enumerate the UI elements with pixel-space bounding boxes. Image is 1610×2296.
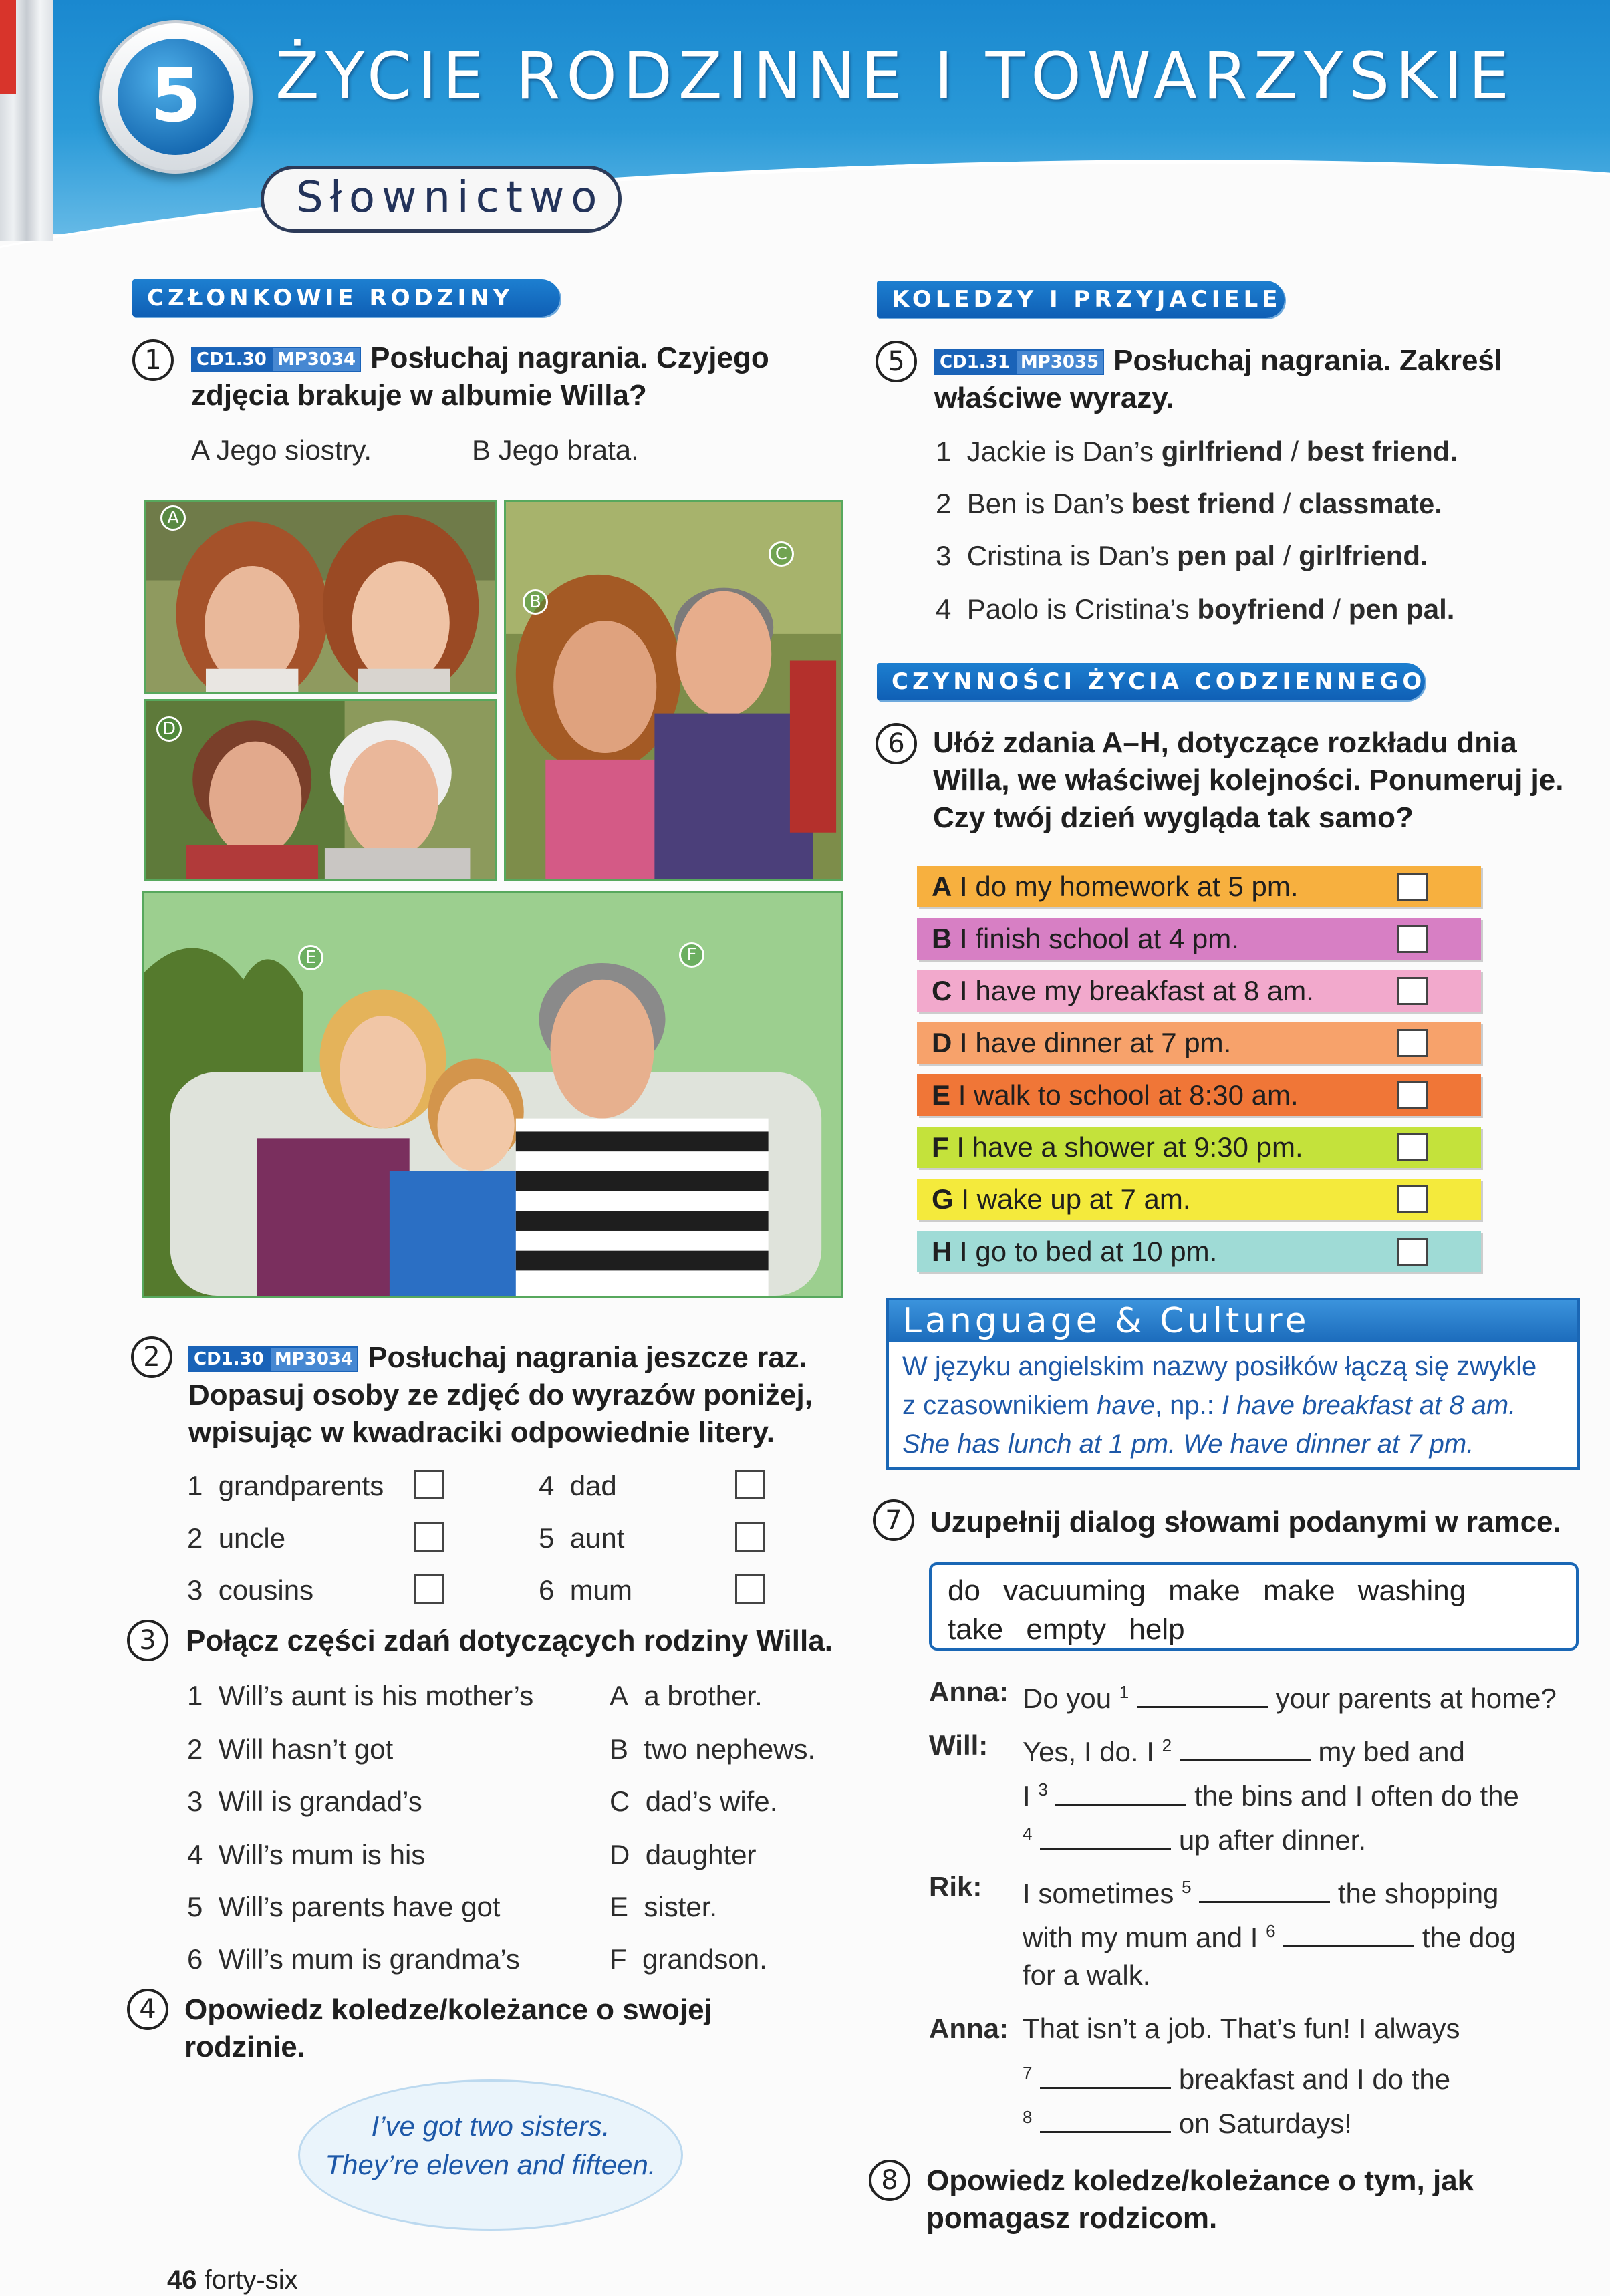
sentence-start: 2 Will hasn’t got [187, 1733, 394, 1765]
dialog-line: I $^3$ the bins and I often do the [1023, 1779, 1519, 1812]
mp3-track-label: MP3034 [272, 347, 361, 372]
photo-a [144, 500, 497, 694]
exercise-number: 3 [127, 1620, 168, 1661]
dialog-line: $^4$ up after dinner. [1023, 1824, 1367, 1856]
dialog-line: $^7$ breakfast and I do the [1023, 2063, 1451, 2095]
order-box[interactable] [1397, 873, 1428, 901]
order-box[interactable] [1397, 1185, 1428, 1213]
sentence-end: B two nephews. [610, 1733, 816, 1765]
match-item: 5 aunt [539, 1522, 625, 1554]
exercise-6-instruction: Ułóż zdania A–H, dotyczące rozkładu dnia Willa, we właściwej kolejności. Ponumeruj je. Czy twój dzień wygląda tak samo? [933, 726, 1564, 834]
exercise-8-instruction: Opowiedz koledze/koleżance o tym, jak pomagasz rodzicom. [926, 2164, 1474, 2235]
order-box[interactable] [1397, 1029, 1428, 1057]
exercise-4-instruction: Opowiedz koledze/koleżance o swojej rodzinie. [184, 1993, 712, 2063]
photo-tag: E [298, 945, 323, 970]
order-box[interactable] [1397, 1238, 1428, 1266]
language-culture-box [886, 1298, 1580, 1470]
exercise-2-instruction [188, 1339, 857, 1451]
answer-box[interactable] [735, 1470, 765, 1499]
schedule-row [917, 1074, 1481, 1116]
photo-tag: F [679, 942, 704, 968]
bubble-line: They’re eleven and fifteen. [325, 2149, 656, 2180]
blank-4[interactable] [1040, 1823, 1171, 1850]
row-text: I have dinner at 7 pm. [960, 1027, 1232, 1058]
page-number: 46 [167, 2265, 197, 2295]
order-box[interactable] [1397, 925, 1428, 953]
row-text: I finish school at 4 pm. [960, 923, 1239, 954]
option[interactable]: best friend [1131, 488, 1276, 519]
dialog-line: $^8$ on Saturdays! [1023, 2107, 1352, 2139]
match-item: 1 grandparents [187, 1470, 384, 1501]
blank-8[interactable] [1040, 2106, 1171, 2133]
dialog-line: Do you $^1$ your parents at home? [1023, 1682, 1557, 1714]
row-letter: C [932, 975, 952, 1006]
row-letter: B [932, 923, 952, 954]
order-box[interactable] [1397, 1133, 1428, 1161]
blank-1[interactable] [1137, 1681, 1268, 1708]
sentence-start: 3 Will is grandad’s [187, 1785, 422, 1817]
photo-tag: A [160, 505, 186, 531]
blank-5[interactable] [1199, 1876, 1330, 1903]
row-text: I do my homework at 5 pm. [960, 871, 1299, 902]
answer-box[interactable] [414, 1522, 444, 1552]
mp3-track-label: MP3034 [269, 1346, 358, 1372]
row-text: I have my breakfast at 8 am. [960, 975, 1314, 1006]
row-text: I wake up at 7 am. [961, 1183, 1191, 1215]
match-item: 3 cousins [187, 1574, 314, 1606]
schedule-row [917, 1127, 1481, 1168]
photo-tag: D [156, 716, 182, 742]
answer-box[interactable] [414, 1470, 444, 1499]
option-b: B Jego brata. [472, 434, 639, 466]
schedule-row [917, 918, 1481, 960]
choice-item: 2 Ben is Dan’s best friend / classmate. [936, 488, 1442, 519]
match-item: 4 dad [539, 1470, 617, 1501]
option[interactable]: girlfriend. [1299, 540, 1428, 571]
sentence-start: 1 Will’s aunt is his mother’s [187, 1680, 534, 1711]
dialog-line: I sometimes $^5$ the shopping [1023, 1877, 1499, 1909]
option[interactable]: pen pal. [1348, 593, 1455, 625]
order-box[interactable] [1397, 977, 1428, 1005]
section-bar-family: CZŁONKOWIE RODZINY [132, 279, 560, 317]
section-bar-daily: CZYNNOŚCI ŻYCIA CODZIENNEGO [877, 663, 1425, 700]
section-title: Słownictwo [261, 166, 622, 233]
instruction-text: Posłuchaj nagrania jeszcze raz. Dopasuj osoby ze zdjęć do wyrazów poniżej, wpisując w kwadraciki odpowiednie litery. [188, 1341, 813, 1449]
exercise-number: 2 [131, 1336, 172, 1378]
sentence-start: 5 Will’s parents have got [187, 1891, 501, 1922]
speaker-label: Anna: [929, 2013, 1009, 2044]
order-box[interactable] [1397, 1081, 1428, 1109]
schedule-row [917, 1231, 1481, 1272]
exercise-number: 4 [127, 1989, 168, 2030]
cd-track-label: CD1.30 [191, 347, 272, 372]
schedule-row [917, 970, 1481, 1012]
dialog-line: That isn’t a job. That’s fun! I always [1023, 2013, 1460, 2044]
answer-box[interactable] [414, 1574, 444, 1604]
exercise-1-instruction [191, 339, 793, 414]
sentence-start: 6 Will’s mum is grandma’s [187, 1943, 520, 1975]
dialog-line: for a walk. [1023, 1959, 1151, 1991]
schedule-row [917, 866, 1481, 907]
exercise-number: 6 [876, 723, 917, 764]
speaker-label: Will: [929, 1729, 988, 1761]
choice-item: 1 Jackie is Dan’s girlfriend / best friend. [936, 436, 1458, 467]
row-letter: A [932, 871, 952, 902]
row-letter: G [932, 1183, 954, 1215]
exercise-number: 8 [869, 2160, 910, 2201]
schedule-row [917, 1179, 1481, 1220]
page-footer [167, 2265, 298, 2295]
exercise-3-instruction: Połącz części zdań dotyczących rodziny Willa. [186, 1624, 833, 1657]
chapter-title: ŻYCIE RODZINNE I TOWARZYSKIE [275, 39, 1516, 114]
instruction-text: Posłuchaj nagrania. Zakreśl właściwe wyrazy. [934, 344, 1503, 414]
chapter-number: 5 [118, 39, 234, 155]
row-letter: D [932, 1027, 952, 1058]
sentence-end: C dad’s wife. [610, 1785, 778, 1817]
blank-3[interactable] [1055, 1779, 1186, 1806]
schedule-row [917, 1022, 1481, 1064]
sentence-end: F grandson. [610, 1943, 767, 1975]
page-edge-red [0, 0, 16, 94]
sentence-end: A a brother. [610, 1680, 763, 1711]
sentence-end: D daughter [610, 1839, 757, 1870]
dialog-line: Yes, I do. I $^2$ my bed and [1023, 1735, 1465, 1767]
blank-6[interactable] [1283, 1920, 1414, 1947]
choice-item: 4 Paolo is Cristina’s boyfriend / pen pal. [936, 593, 1455, 625]
dialog-line: with my mum and I $^6$ the dog [1023, 1921, 1516, 1953]
exercise-number: 5 [876, 341, 917, 382]
row-text: I have a shower at 9:30 pm. [956, 1131, 1303, 1163]
option-a: A Jego siostry. [191, 434, 372, 466]
section-bar-friends: KOLEDZY I PRZYJACIELE [877, 281, 1285, 318]
photo-tag: B [523, 589, 548, 615]
bubble-line: I’ve got two sisters. [371, 2110, 610, 2142]
option[interactable]: classmate. [1299, 488, 1442, 519]
row-text: I walk to school at 8:30 am. [958, 1079, 1299, 1111]
page-number-words: forty-six [204, 2265, 298, 2295]
blank-7[interactable] [1040, 2062, 1171, 2089]
mp3-track-label: MP3035 [1015, 349, 1104, 375]
instruction-text: Posłuchaj nagrania. Czyjego zdjęcia brakuje w albumie Willa? [191, 341, 769, 412]
sentence-end: E sister. [610, 1891, 718, 1922]
photo-tag: C [769, 541, 794, 567]
language-culture-text: W języku angielskim nazwy posiłków łączą się zwykle z czasownikiem have, np.: I have breakfast at 8 am. She has lunch at 1 pm. We have dinner at 7 pm. [902, 1352, 1537, 1459]
blank-2[interactable] [1180, 1735, 1311, 1761]
option[interactable]: pen pal [1177, 540, 1276, 571]
language-culture-title: Language & Culture [889, 1300, 1577, 1342]
answer-box[interactable] [735, 1522, 765, 1552]
word-box: do vacuuming make make washing take empty help [929, 1562, 1579, 1651]
match-item: 2 uncle [187, 1522, 286, 1554]
photo-d [144, 699, 497, 881]
speaker-label: Anna: [929, 1676, 1009, 1707]
exercise-5-instruction [934, 342, 1536, 417]
cd-track-label: CD1.31 [934, 349, 1015, 375]
exercise-number: 1 [132, 339, 174, 381]
row-letter: H [932, 1236, 952, 1267]
cd-track-label: CD1.30 [188, 1346, 269, 1372]
option[interactable]: best friend. [1306, 436, 1458, 467]
sentence-start: 4 Will’s mum is his [187, 1839, 426, 1870]
row-letter: E [932, 1079, 951, 1111]
answer-box[interactable] [735, 1574, 765, 1604]
photo-ef [142, 891, 843, 1298]
match-item: 6 mum [539, 1574, 633, 1606]
row-text: I go to bed at 10 pm. [960, 1236, 1218, 1267]
speech-bubble [298, 2079, 683, 2231]
option[interactable]: girlfriend [1161, 436, 1283, 467]
row-letter: F [932, 1131, 949, 1163]
choice-item: 3 Cristina is Dan’s pen pal / girlfriend. [936, 540, 1428, 571]
option[interactable]: boyfriend [1197, 593, 1325, 625]
exercise-number: 7 [873, 1499, 914, 1541]
speaker-label: Rik: [929, 1871, 982, 1902]
exercise-7-instruction: Uzupełnij dialog słowami podanymi w ramce. [930, 1505, 1561, 1538]
